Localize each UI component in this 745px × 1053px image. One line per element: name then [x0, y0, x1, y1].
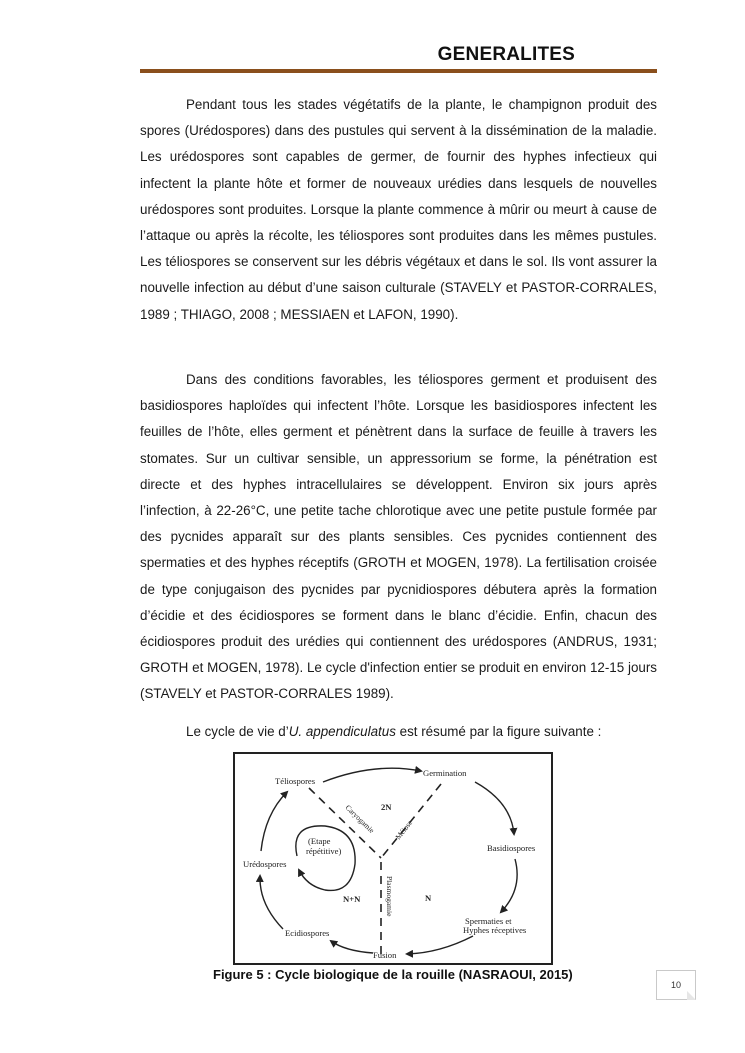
figure-intro-after: est résumé par la figure suivante :: [395, 724, 602, 739]
figure-intro-before: Le cycle de vie d’: [186, 724, 289, 739]
label-caryogamie: Caryogamie: [343, 802, 377, 835]
arc-teliospores-germination: [323, 768, 421, 782]
label-spermaties-line2: Hyphes réceptives: [463, 925, 527, 935]
label-germination: Germination: [423, 768, 467, 778]
label-ecidiospores: Ecidiospores: [285, 928, 330, 938]
arc-spermaties-fusion: [407, 936, 473, 954]
figure-intro-species: U. appendiculatus: [288, 724, 396, 739]
label-n: N: [425, 893, 432, 903]
label-meiose: Méiose: [393, 818, 415, 842]
label-spermaties-line1: Spermaties et: [465, 916, 512, 926]
arc-uredospores-teliospores: [261, 792, 287, 851]
paragraph-2: Dans des conditions favorables, les téliospores germent et produisent des basidiospores haploïdes qui infectent l’hôte. Lorsque les basidiospores infectent les feuilles de l’hôte, elles germent et pénètrent dans la surface de feuille à travers les stomates. Sur un cultivar sensible, un appressorium se forme, la pénétration est directe et des hyphes intracellulaires se développent. Environ six jours après l’infection, à 22-26°C, une petite tache chlorotique avec une petite pustule formée par des pycnides apparaît sur des plants sensibles. Ces pycnides contiennent des spermaties et des hyphes réceptifs (GROTH et MOGEN, 1978). La fertilisation croisée de type conjugaison des pycnides par pycnidiospores débutera après la formation d’écidie et des écidiospores se forment dans le blanc d’écidie. Enfin, chacun des écidiospores produit des urédies qui contiennent des urédospores (ANDRUS, 1931; GROTH et MOGEN, 1978). Le cycle d'infection entier se produit en environ 12-15 jours (STAVELY et PASTOR-CORRALES 1989).: [140, 372, 657, 702]
page-number-box: [656, 970, 696, 1000]
page-number: 10: [670, 980, 681, 990]
header-rule: [140, 69, 657, 73]
dashed-line-meiose: [381, 784, 441, 858]
figure-caption: Figure 5 : Cycle biologique de la rouille (NASRAOUI, 2015): [213, 967, 573, 982]
arc-basidiospores-spermaties: [501, 859, 517, 912]
arc-ecidiospores-uredospores: [260, 876, 283, 929]
figure-intro: [186, 719, 601, 745]
label-n-plus-n: N+N: [343, 894, 361, 904]
paragraph-1-container: [140, 92, 657, 328]
label-uredospores: Urédospores: [243, 859, 287, 869]
label-fusion: Fusion: [373, 950, 397, 960]
life-cycle-figure: [233, 752, 553, 965]
paragraph-2-container: [140, 367, 657, 708]
paragraph-1: Pendant tous les stades végétatifs de la plante, le champignon produit des spores (Urédospores) dans des pustules qui servent à la dissémination de la maladie. Les urédospores sont capables de germer, de fournir des hyphes infectieux qui infectent la plante hôte et former de nouveaux urédies dans lesquels de nouvelles urédospores sont produites. Lorsque la plante commence à mûrir ou meurt à cause de l’attaque ou après la récolte, les téliospores sont produites dans les mêmes pustules. Les téliospores se conservent sur les débris végétaux et dans le sol. Ils vont assurer la nouvelle infection au début d’une saison culturale (STAVELY et PASTOR-CORRALES, 1989 ; THIAGO, 2008 ; MESSIAEN et LAFON, 1990).: [140, 97, 657, 322]
label-basidiospores: Basidiospores: [487, 843, 536, 853]
page-curl-icon: [687, 991, 696, 1000]
arc-fusion-ecidiospores: [331, 941, 373, 953]
label-etape-line2: répétitive): [306, 846, 342, 856]
label-teliospores: Téliospores: [275, 776, 316, 786]
label-2n: 2N: [381, 802, 392, 812]
life-cycle-diagram: [235, 754, 551, 963]
label-plasmogamie: Plasmogamie: [385, 876, 394, 917]
section-title: GENERALITES: [437, 44, 575, 65]
arc-germination-basidiospores: [475, 782, 514, 834]
label-etape-line1: (Etape: [308, 836, 331, 846]
